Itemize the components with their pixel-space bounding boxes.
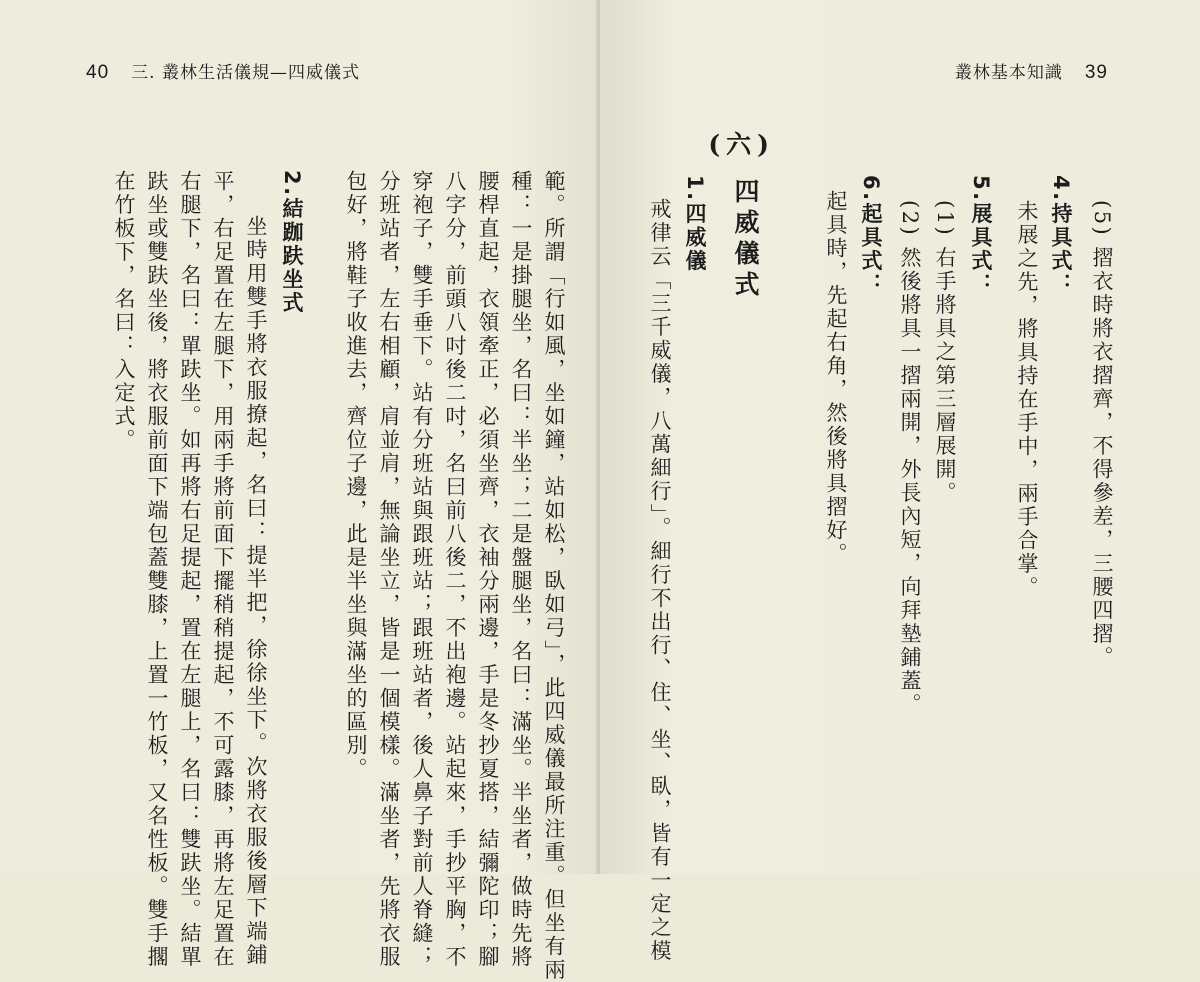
- item-title: 展具式：: [969, 202, 994, 297]
- body-column: (2) 然後將具一摺兩開，外長內短，向拜墊鋪蓋。: [898, 200, 922, 717]
- body-column: 平，右足置在左腿下，用兩手將前面下擺稍稍提起，不可露膝，再將左足置在: [211, 170, 235, 969]
- body-column: (5) 摺衣時將衣摺齊，不得參差，三腰四摺。: [1090, 200, 1114, 670]
- body-column: 腰桿直起，衣領牽正，必須坐齊，衣袖分兩邊，手是冬抄夏搭，結彌陀印；腳: [476, 170, 500, 969]
- body-column: 戒律云「三千威儀，八萬細行」。細行不出行、住、坐、臥，皆有一定之模: [648, 198, 672, 963]
- body-column: 趺坐或雙趺坐後，將衣服前面下端包蓋雙膝，上置一竹板，又名性板。雙手擱: [145, 170, 169, 969]
- body-column: 穿袍子，雙手垂下。站有分班站與跟班站；跟班站者，後人鼻子對前人脊縫；: [410, 170, 434, 969]
- left-running-head: [86, 58, 360, 84]
- subsection-number: 1.: [683, 175, 707, 203]
- right-running-head: [955, 58, 1108, 84]
- item-title: 起具式：: [859, 202, 884, 297]
- body-column: 右腿下，名曰：單趺坐。如再將右足提起，置在左腿上，名曰：雙趺坐。結單: [178, 170, 202, 969]
- body-column: 起具時，先起右角，然後將具摺好。: [824, 190, 848, 566]
- item-number: 4.: [1049, 175, 1073, 203]
- section-title: 結跏趺坐式: [280, 197, 305, 316]
- item-heading: [1050, 175, 1072, 297]
- body-column: 種：一是掛腿坐，名曰：半坐；二是盤腿坐，名曰：滿坐。半坐者，做時先將: [509, 170, 533, 969]
- right-page: [600, 0, 1200, 963]
- left-running-head-text: 三. 叢林生活儀規—四威儀式: [131, 63, 360, 83]
- item-title: 持具式：: [1049, 202, 1074, 297]
- chapter-title: 四威儀式: [731, 178, 760, 302]
- section-heading: [281, 170, 303, 315]
- right-page-number: 39: [1084, 62, 1108, 83]
- section-number: 2.: [280, 170, 304, 198]
- item-number: 5.: [969, 175, 993, 203]
- item-heading: [860, 175, 882, 297]
- chapter-number: (六): [708, 130, 775, 159]
- body-column: 在竹板下，名曰：入定式。: [112, 170, 136, 452]
- body-column: 包好，將鞋子收進去，齊位子邊，此是半坐與滿坐的區別。: [344, 170, 368, 781]
- item-heading: [970, 175, 992, 297]
- left-page-number: 40: [86, 62, 110, 83]
- item-number: 6.: [859, 175, 883, 203]
- body-column: 坐時用雙手將衣服撩起，名曰：提半把，徐徐坐下。次將衣服後層下端鋪: [244, 215, 268, 967]
- body-column: (1) 右手將具之第三層展開。: [933, 200, 957, 505]
- body-column: 八字分，前頭八吋後二吋，名曰前八後二，不出袍邊。站起來，手抄平胸，不: [443, 170, 467, 969]
- body-column: 分班站者，左右相顧，肩並肩，無論坐立，皆是一個模樣。滿坐者，先將衣服: [377, 170, 401, 969]
- subsection-heading: [684, 175, 706, 273]
- body-column: 範。所謂「行如風，坐如鐘，站如松，臥如弓」，此四威儀最所注重。但坐有兩: [542, 170, 566, 982]
- right-running-head-text: 叢林基本知識: [954, 63, 1063, 83]
- subsection-title: 四威儀: [683, 202, 708, 274]
- body-column: 未展之先，將具持在手中，兩手合掌。: [1015, 200, 1039, 600]
